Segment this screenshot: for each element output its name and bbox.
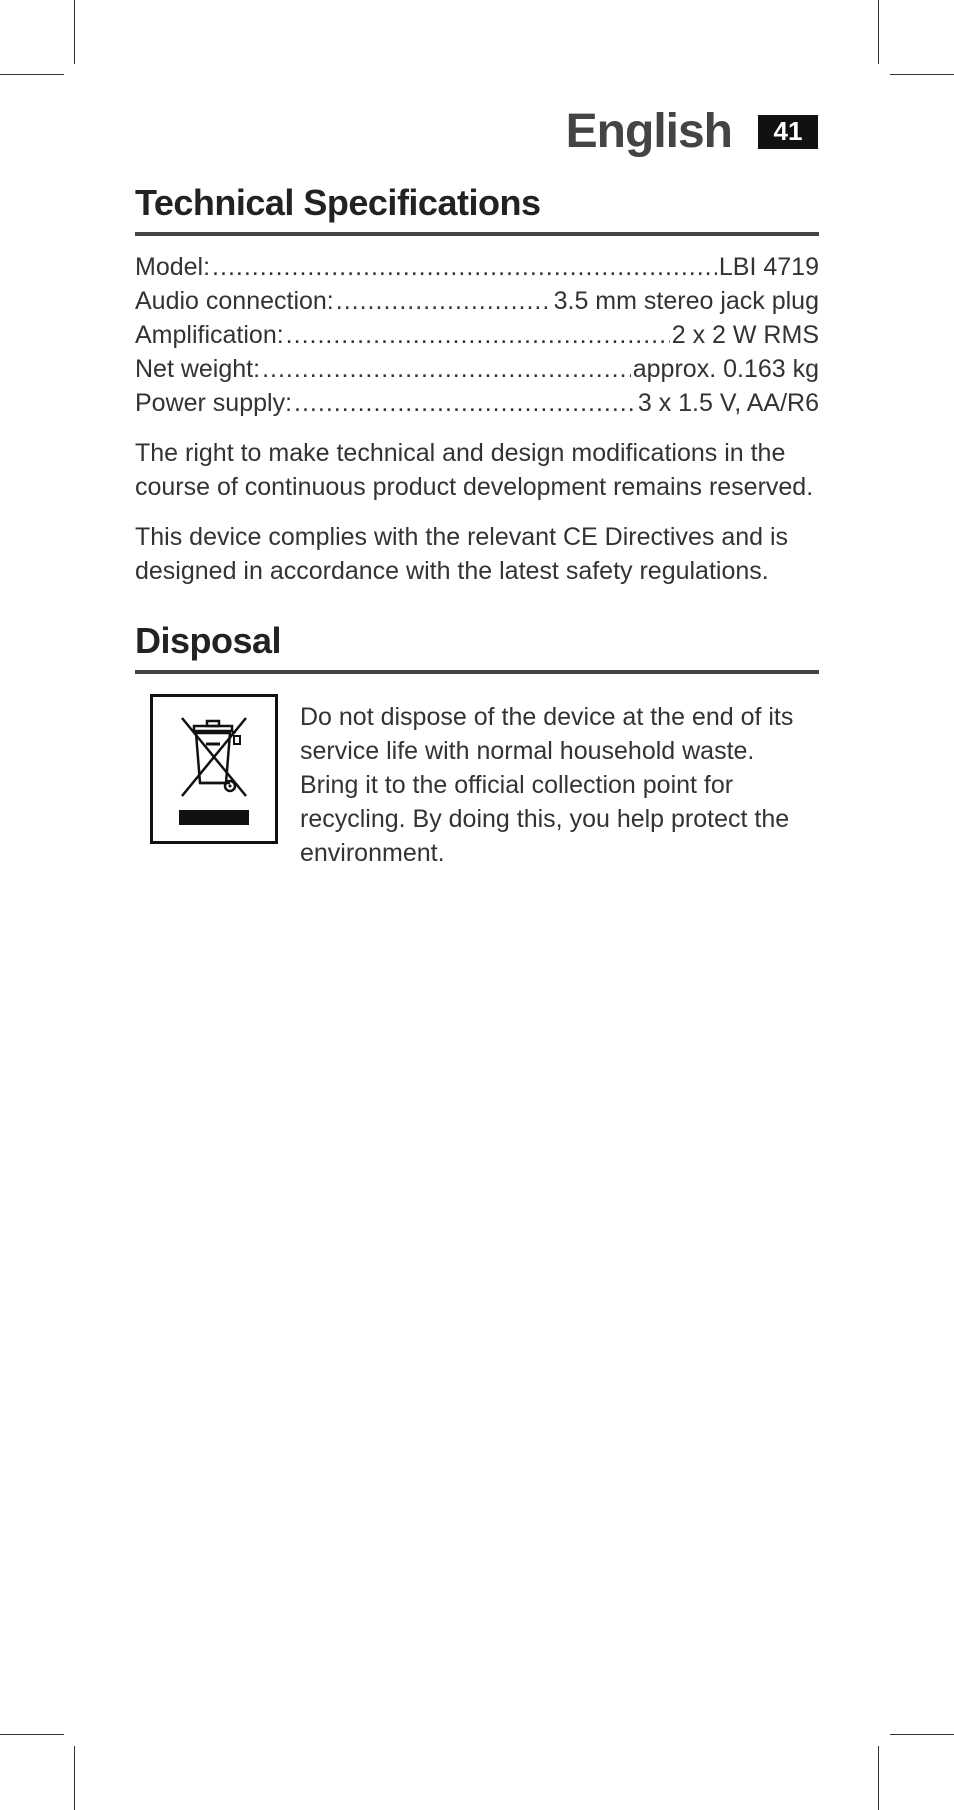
disposal-title: Disposal bbox=[135, 620, 819, 674]
page-header bbox=[566, 104, 818, 159]
spec-value: approx. 0.163 kg bbox=[632, 355, 819, 383]
crossed-out-wheelie-bin-icon bbox=[164, 706, 264, 832]
crop-mark bbox=[74, 1746, 75, 1810]
spec-label: Amplification: bbox=[135, 321, 284, 349]
spec-row bbox=[135, 352, 819, 386]
dot-leader bbox=[294, 386, 636, 420]
spec-value: 3 x 1.5 V, AA/R6 bbox=[637, 389, 819, 417]
spec-row bbox=[135, 318, 819, 352]
language-label: English bbox=[565, 105, 732, 158]
spec-row bbox=[135, 250, 819, 284]
technical-title: Technical Specifications bbox=[135, 182, 819, 236]
dot-leader bbox=[212, 250, 717, 284]
crop-mark bbox=[0, 1734, 64, 1735]
spec-label: Net weight: bbox=[135, 355, 261, 383]
spec-value: 3.5 mm stereo jack plug bbox=[553, 287, 819, 315]
ce-compliance-notice: This device complies with the relevant CE Directives and is designed in accordance with the latest safety regulations. bbox=[135, 523, 789, 585]
spec-value: 2 x 2 W RMS bbox=[671, 321, 819, 349]
crop-mark bbox=[878, 1746, 879, 1810]
spec-list bbox=[135, 250, 819, 420]
dot-leader bbox=[286, 318, 670, 352]
dot-leader bbox=[336, 284, 552, 318]
spec-row bbox=[135, 386, 819, 420]
crop-mark bbox=[0, 74, 64, 75]
modification-notice: The right to make technical and design modifications in the course of continuous product development remains reserved. bbox=[135, 439, 814, 501]
technical-section bbox=[135, 182, 819, 588]
disposal-row bbox=[135, 694, 819, 895]
crop-mark bbox=[878, 0, 879, 64]
weee-symbol-box bbox=[150, 694, 278, 844]
disposal-instructions: Do not dispose of the device at the end of its service life with normal household waste. Bring it to the official collection point for recycling. By doing this, you help protect the environment. bbox=[300, 703, 794, 867]
spec-label: Power supply: bbox=[135, 389, 293, 417]
spec-value: LBI 4719 bbox=[718, 253, 819, 281]
spec-label: Model: bbox=[135, 253, 211, 281]
crop-mark bbox=[890, 1734, 954, 1735]
spec-label: Audio connection: bbox=[135, 287, 334, 315]
disposal-section bbox=[135, 620, 819, 895]
dot-leader bbox=[262, 352, 631, 386]
crop-mark bbox=[890, 74, 954, 75]
crop-mark bbox=[74, 0, 75, 64]
spec-row bbox=[135, 284, 819, 318]
page-number: 41 bbox=[758, 115, 818, 149]
